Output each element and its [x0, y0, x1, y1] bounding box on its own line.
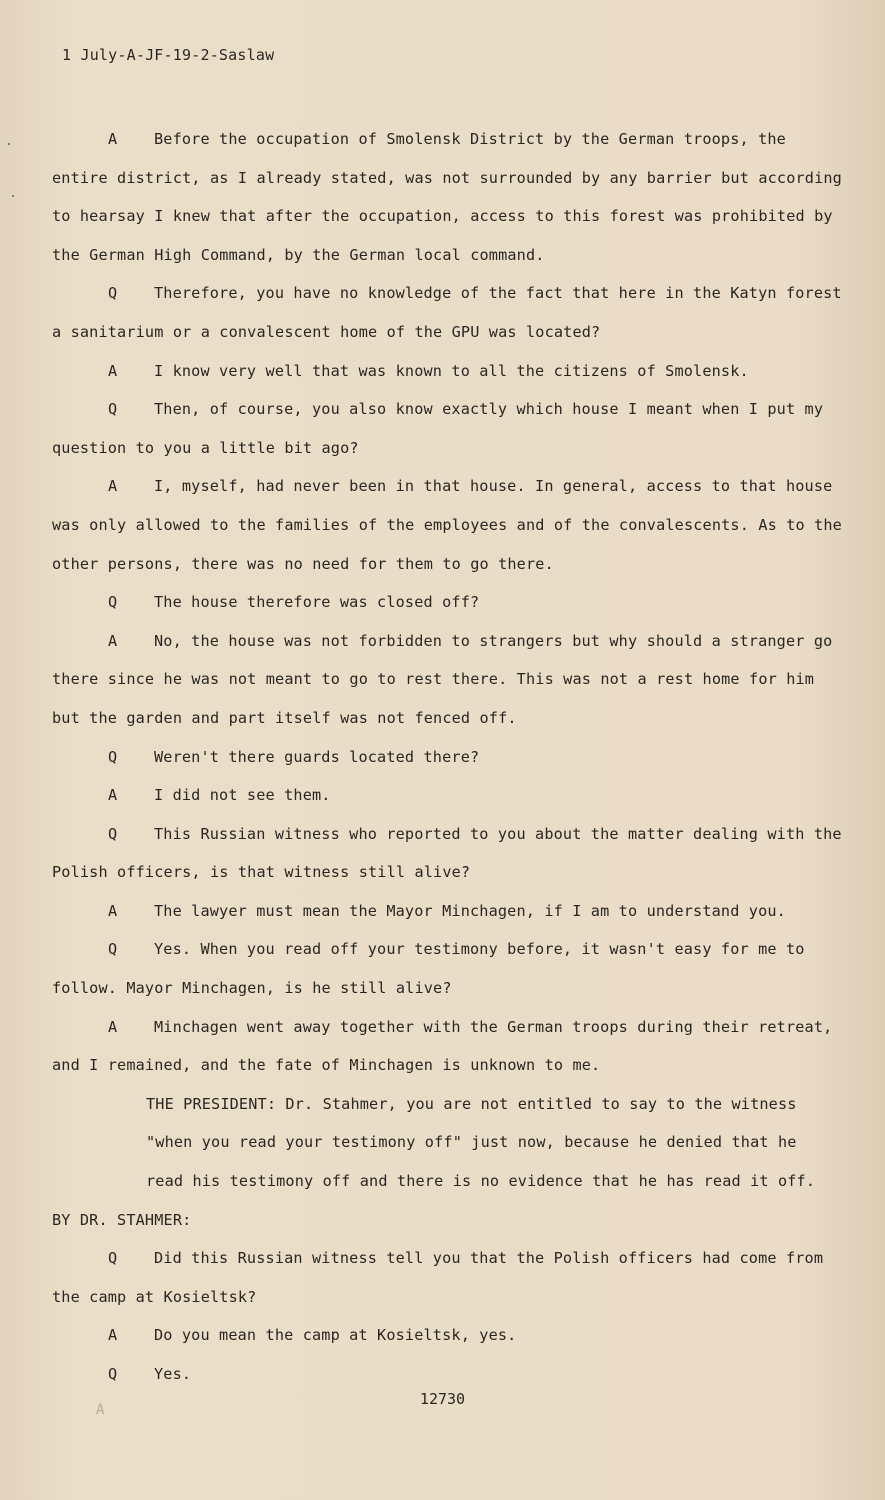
paragraph-text: Therefore, you have no knowledge of the fact that here in the Katyn forest a sanitarium or a convalescent home of the GPU was located? — [52, 284, 842, 341]
page-header: 1 July-A-JF-19-2-Saslaw — [62, 46, 275, 64]
transcript-paragraph — [52, 390, 842, 467]
paragraph-text: The house therefore was closed off? — [154, 593, 480, 612]
paragraph-text: Yes. — [154, 1365, 192, 1383]
transcript-paragraph — [52, 776, 842, 815]
transcript-paragraph — [52, 120, 842, 274]
transcript-body — [52, 120, 842, 1394]
speaker-label: A — [108, 1326, 118, 1345]
speaker-label: Q — [108, 1365, 118, 1383]
paper-speck — [12, 195, 14, 197]
paragraph-text: Then, of course, you also know exactly which house I meant when I put my question to you a little bit ago? — [52, 400, 824, 457]
paragraph-text: I, myself, had never been in that house. In general, access to that house was only allowed to the families of the employees and of the convalescents. As to the other persons, there was no need for them to go there. — [52, 477, 842, 573]
transcript-paragraph — [52, 583, 842, 622]
speaker-label: Q — [108, 593, 118, 612]
paragraph-text: Do you mean the camp at Kosieltsk, yes. — [154, 1326, 517, 1345]
transcript-paragraph — [52, 1355, 842, 1394]
transcript-paragraph — [52, 352, 842, 391]
transcript-paragraph — [52, 738, 842, 777]
speaker-label: Q — [108, 1249, 118, 1268]
paragraph-text: Before the occupation of Smolensk District by the German troops, the entire district, as I already stated, was not surrounded by any barrier but according to hearsay I knew that after the occupation, access to this forest was prohibited by the German High Command, by the German local command. — [52, 130, 842, 264]
president-statement: THE PRESIDENT: Dr. Stahmer, you are not entitled to say to the witness "when you read your testimony off" just now, because he denied that he read his testimony off and there is no evidence that he has read it off. — [146, 1094, 816, 1191]
paragraph-text: This Russian witness who reported to you about the matter dealing with the Polish officers, is that witness still alive? — [52, 824, 842, 882]
paragraph-text: I know very well that was known to all the citizens of Smolensk. — [154, 361, 749, 380]
speaker-label: Q — [108, 284, 118, 303]
page-number: 12730 — [419, 1390, 466, 1408]
faint-speaker-label: A — [96, 1402, 105, 1418]
speaker-label: Q — [108, 400, 118, 419]
speaker-label: Q — [108, 940, 118, 959]
paragraph-text: Yes. When you read off your testimony before, it wasn't easy for me to follow. Mayor Minchagen, is he still alive? — [52, 940, 805, 998]
speaker-label: A — [108, 1017, 118, 1036]
speaker-label: A — [108, 130, 118, 148]
transcript-paragraph — [52, 1239, 842, 1316]
paragraph-text: Minchagen went away together with the German troops during their retreat, and I remained, and the fate of Minchagen is unknown to me. — [52, 1017, 833, 1075]
transcript-paragraph — [52, 1008, 842, 1085]
examiner-byline: BY DR. STAHMER: — [52, 1210, 192, 1229]
paper-speck — [8, 143, 10, 145]
speaker-label: A — [108, 477, 118, 496]
transcript-paragraph — [52, 467, 842, 583]
speaker-label: A — [108, 901, 118, 920]
transcript-paragraph — [52, 1316, 842, 1355]
transcript-paragraph — [52, 622, 842, 738]
transcript-paragraph — [52, 274, 842, 351]
speaker-label: Q — [108, 747, 118, 766]
paragraph-text: The lawyer must mean the Mayor Minchagen, if I am to understand you. — [154, 901, 786, 920]
paragraph-text: Did this Russian witness tell you that the Polish officers had come from the camp at Kosieltsk? — [52, 1249, 824, 1306]
speaker-label: A — [108, 361, 118, 380]
transcript-paragraph — [52, 930, 842, 1007]
paragraph-text: I did not see them. — [154, 786, 331, 805]
transcript-paragraph — [52, 815, 842, 892]
paragraph-text: Weren't there guards located there? — [154, 747, 480, 766]
speaker-label: A — [108, 631, 118, 650]
speaker-label: Q — [108, 824, 118, 843]
paragraph-text: No, the house was not forbidden to strangers but why should a stranger go there since he was not meant to go to rest there. This was not a rest home for him but the garden and part itself was not fenced off. — [52, 631, 833, 727]
transcript-paragraph — [52, 892, 842, 931]
speaker-label: A — [108, 786, 118, 805]
